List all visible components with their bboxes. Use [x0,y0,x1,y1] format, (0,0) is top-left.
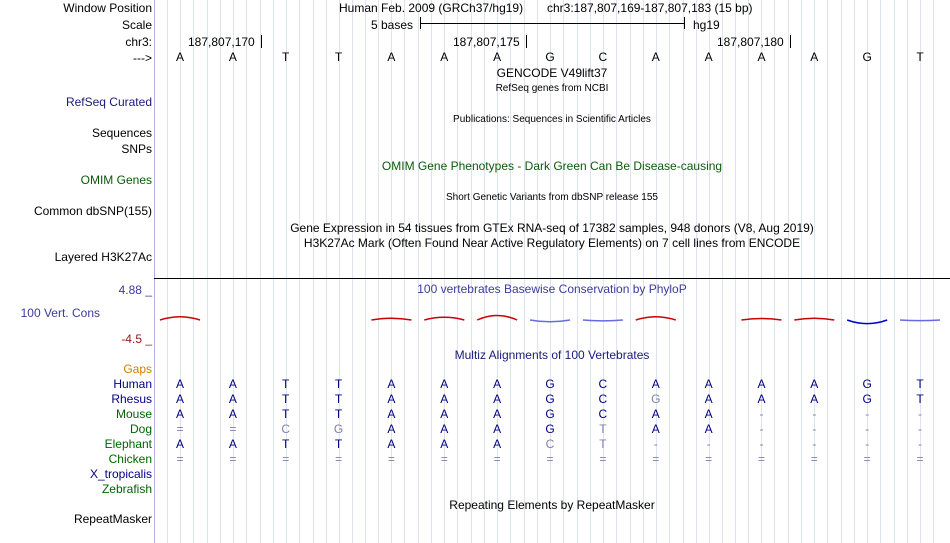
alignment-base: A [440,437,449,451]
species-label[interactable]: Human [113,377,152,391]
alignment-base: T [334,437,343,451]
phylop-bump [847,320,887,324]
alignment-base: A [387,377,396,391]
grid-line [630,0,631,543]
reference-base: G [545,50,555,64]
species-label[interactable]: Dog [129,422,152,436]
phylop-bump [794,318,834,320]
omim-track-label[interactable]: OMIM Genes [80,173,152,187]
alignment-base: C [598,377,608,391]
alignment-base: G [862,377,872,391]
grid-line [880,0,881,543]
alignment-base: A [704,377,713,391]
alignment-base: T [916,377,924,391]
alignment-base: C [598,407,608,421]
alignment-base: A [440,392,449,406]
reference-base: A [757,50,766,64]
alignment-base: G [545,377,555,391]
alignment-base: T [282,437,290,451]
scale-bar-right-tick [684,17,685,29]
grid-line [193,0,194,543]
position-label-1: 187,807,170 [188,35,255,49]
dbsnp-track-label[interactable]: Common dbSNP(155) [33,204,152,218]
alignment-base: - [812,422,817,436]
reference-base: T [916,50,924,64]
alignment-base: A [757,377,766,391]
strand-label: ---> [133,51,152,65]
alignment-base: = [335,452,343,466]
scale-bar [420,23,685,24]
alignment-base: A [810,377,819,391]
position-tick-2 [526,35,527,48]
multiz-title: Multiz Alignments of 100 Vertebrates [454,348,650,362]
scale-label: Scale [121,18,152,32]
grid-line [378,0,379,543]
grid-line [260,0,261,543]
alignment-base: G [545,407,555,421]
alignment-base: A [387,392,396,406]
grid-line [273,0,274,543]
grid-line [748,0,749,543]
species-label[interactable]: Zebrafish [101,482,152,496]
position-label-3: 187,807,180 [717,35,784,49]
phylop-min-label: -4.5 _ [121,332,152,346]
alignment-base: = [599,452,607,466]
reference-base: T [334,50,343,64]
grid-line [907,0,908,543]
phylop-bump [530,320,570,322]
alignment-base: - [865,407,870,421]
grid-line [313,0,314,543]
alignment-base: - [865,422,870,436]
alignment-base: A [387,422,396,436]
alignment-base: = [705,452,713,466]
alignment-base: = [810,452,818,466]
grid-line [352,0,353,543]
alignment-base: G [651,392,661,406]
gencode-title[interactable]: GENCODE V49lift37 [496,66,608,80]
alignment-base: A [493,422,502,436]
alignment-base: A [175,377,185,391]
alignment-base: A [228,377,237,391]
species-label[interactable]: Rhesus [111,392,152,406]
alignment-base: = [757,452,765,466]
gtex-title: Gene Expression in 54 tissues from GTEx RNA-seq of 17382 samples, 948 donors (V8, Aug 2019) [290,221,814,235]
alignment-base: A [493,392,502,406]
alignment-base: A [704,392,713,406]
alignment-base: A [704,422,713,436]
grid-line [246,0,247,543]
chrom-label: chr3: [125,35,152,49]
reference-base: A [440,50,449,64]
alignment-base: A [440,377,449,391]
alignment-base: - [812,437,817,451]
grid-line [167,0,168,543]
alignment-base: = [863,452,871,466]
alignment-base: = [176,452,184,466]
reference-base: A [651,50,660,64]
grid-line [722,0,723,543]
gaps-label: Gaps [123,362,152,376]
phylop-bump [583,320,623,321]
grid-line [484,0,485,543]
alignment-base: - [918,407,923,421]
alignment-base: T [599,422,607,436]
alignment-base: = [176,422,184,436]
publications-title: Publications: Sequences in Scientific Articles [453,114,651,125]
scale-db: hg19 [693,18,720,32]
phylop-bump [371,318,411,320]
grid-line [854,0,855,543]
alignment-base: A [228,407,237,421]
alignment-base: A [493,407,502,421]
alignment-base: = [652,452,660,466]
alignment-base: A [651,422,660,436]
alignment-base: A [651,377,660,391]
alignment-base: - [918,437,923,451]
window-position-assembly: Human Feb. 2009 (GRCh37/hg19) [339,1,524,15]
alignment-base: = [282,452,290,466]
grid-line [894,0,895,543]
alignment-base: A [387,437,396,451]
alignment-base: A [651,407,660,421]
alignment-base: A [440,422,449,436]
position-label-2: 187,807,175 [453,35,520,49]
grid-line [774,0,775,543]
alignment-base: A [493,377,502,391]
grid-line [418,0,419,543]
alignment-base: C [598,392,608,406]
reference-base: A [387,50,396,64]
alignment-base: T [282,392,290,406]
grid-line [801,0,802,543]
grid-line [827,0,828,543]
alignment-base: = [387,452,395,466]
alignment-base: A [228,392,237,406]
alignment-base: = [546,452,554,466]
alignment-base: A [493,437,502,451]
grid-line [431,0,432,543]
grid-line [788,0,789,543]
species-label[interactable]: Elephant [104,437,152,451]
reference-base: G [862,50,872,64]
grid-line [841,0,842,543]
phylop-track-label[interactable]: 100 Vert. Cons [20,306,100,320]
track-divider [154,278,950,279]
reference-base: A [810,50,819,64]
alignment-base: A [704,407,713,421]
reference-base: A [493,50,502,64]
alignment-base: A [440,407,449,421]
refseq-subtitle: RefSeq genes from NCBI [495,83,609,94]
alignment-base: G [545,392,555,406]
repeatmasker-title: Repeating Elements by RepeatMasker [449,498,655,512]
window-position-label: Window Position [63,1,152,15]
species-label[interactable]: X_tropicalis [89,467,152,481]
grid-line [643,0,644,543]
phylop-bump [636,317,676,320]
phylop-max-label: 4.88 _ [118,283,152,297]
position-tick-1 [261,35,262,48]
alignment-base: - [706,437,711,451]
alignment-base: T [334,377,343,391]
alignment-base: - [918,422,923,436]
alignment-base: T [334,407,343,421]
grid-line [326,0,327,543]
alignment-base: G [545,422,555,436]
phylop-bump [477,316,517,321]
sequences-track-label[interactable]: Sequences [91,126,152,140]
alignment-base: T [282,407,290,421]
grid-line [207,0,208,543]
refseq-track-label[interactable]: RefSeq Curated [65,95,152,109]
alignment-base: A [175,392,185,406]
alignment-base: T [282,377,290,391]
grid-line [299,0,300,543]
species-label[interactable]: Mouse [115,407,152,421]
reference-base: C [598,50,608,64]
label-separator [154,0,155,543]
alignment-base: A [810,392,819,406]
grid-line [220,0,221,543]
reference-base: T [282,50,290,64]
alignment-base: A [757,392,766,406]
alignment-base: C [545,437,555,451]
alignment-base: G [333,422,344,436]
omim-title: OMIM Gene Phenotypes - Dark Green Can Be Disease-causing [381,159,723,173]
alignment-base: A [175,437,185,451]
grid-line [669,0,670,543]
species-label[interactable]: Chicken [108,452,152,466]
phylop-bump [424,317,464,320]
alignment-base: - [759,407,764,421]
phylop-bump [160,317,200,320]
alignment-base: = [229,422,237,436]
phylop-graph [0,300,950,340]
alignment-base: - [759,422,764,436]
phylop-bump [900,320,940,321]
alignment-base: = [440,452,448,466]
alignment-base: = [916,452,924,466]
grid-line [735,0,736,543]
grid-line [616,0,617,543]
alignment-base: - [759,437,764,451]
reference-base: A [228,50,237,64]
grid-line [683,0,684,543]
grid-line [933,0,934,543]
phylop-title: 100 vertebrates Basewise Conservation by PhyloP [417,282,687,296]
alignment-base: T [334,392,343,406]
grid-line [404,0,405,543]
grid-line [457,0,458,543]
grid-line [696,0,697,543]
alignment-base: T [599,437,607,451]
reference-base: A [704,50,713,64]
window-position-range: chr3:187,807,169-187,807,183 (15 bp) [547,1,753,15]
alignment-base: C [281,422,291,436]
alignment-base: - [653,437,658,451]
reference-base: A [175,50,185,64]
alignment-base: - [865,437,870,451]
alignment-base: T [916,392,924,406]
alignment-base: = [493,452,501,466]
position-tick-3 [790,35,791,48]
grid-line [471,0,472,543]
snps-track-label[interactable]: SNPs [121,142,152,156]
h3k27ac-track-label[interactable]: Layered H3K27Ac [54,250,152,264]
alignment-base: G [862,392,872,406]
h3k27ac-title: H3K27Ac Mark (Often Found Near Active Regulatory Elements) on 7 cell lines from ENCODE [303,236,801,250]
repeatmasker-track-label[interactable]: RepeatMasker [73,512,152,526]
grid-line [365,0,366,543]
scale-bases: 5 bases [371,18,414,32]
alignment-base: A [387,407,396,421]
phylop-bump [741,319,781,321]
alignment-base: = [229,452,237,466]
alignment-base: A [175,407,185,421]
alignment-base: - [812,407,817,421]
alignment-base: A [228,437,237,451]
dbsnp-title: Short Genetic Variants from dbSNP release 155 [446,192,658,203]
